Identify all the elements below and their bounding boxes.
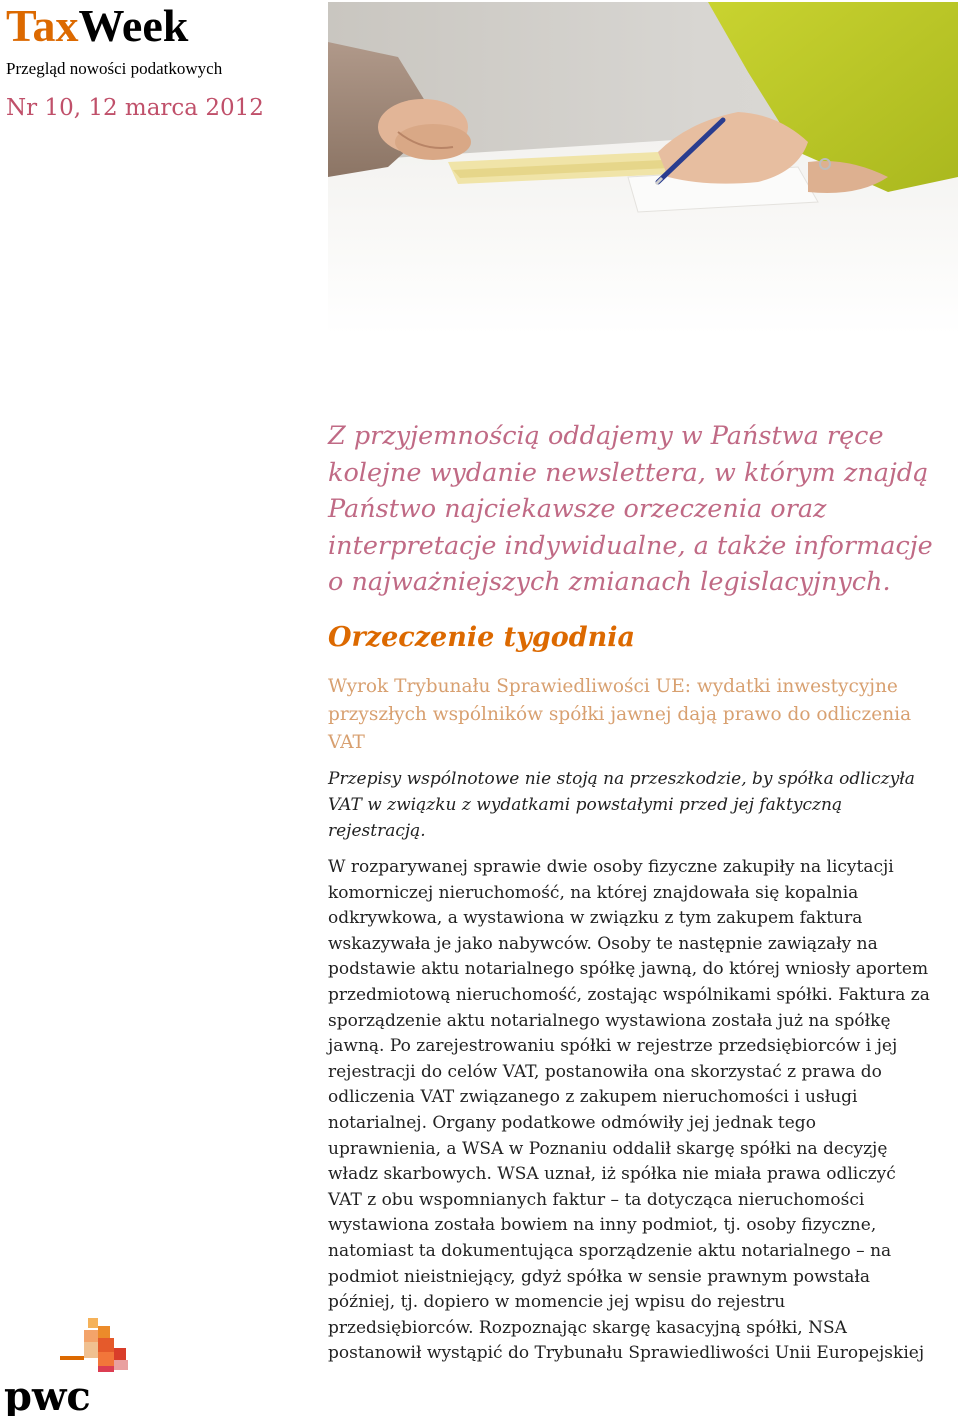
article-headline: Wyrok Trybunału Sprawiedliwości UE: wydatki inwestycyjne przyszłych wspólników spółki jawnej dają prawo do odliczenia VAT — [328, 676, 912, 753]
issue-number-date: Nr 10, 12 marca 2012 — [6, 95, 264, 121]
article-lead: Przepisy wspólnotowe nie stoją na przeszkodzie, by spółka odliczyła VAT w związku z wydatkami powstałymi przed jej faktyczną rejestracją. — [328, 769, 915, 841]
pwc-wordmark: pwc — [4, 1373, 91, 1416]
photo-illustration — [328, 2, 958, 335]
newsletter-subtitle: Przegląd nowości podatkowych — [6, 59, 223, 78]
brand-title — [6, 0, 188, 52]
article-body: W rozparywanej sprawie dwie osoby fizyczne zakupiły na licytacji komorniczej nieruchomość, na której znajdowała się kopalnia odkrywkowa, a wystawiona w związku z tym zakupem faktura wskazywała je jako nabywców. Osoby te następnie zawiązały na podstawie aktu notarialnego spółkę jawną, do której wniosły aportem przedmiotową nieruchomość, zostając wspólnikami spółki. Faktura za sporządzenie aktu notarialnego wystawiona została już na spółkę jawną. Po zarejestrowaniu spółki w rejestrze przedsiębiorców i jej rejestracji do celów VAT, postanowiła ona skorzystać z prawa do odliczenia VAT związanego z zakupem nieruchomości i usługi notarialnej. Organy podatkowe odmówiły jej jednak tego uprawnienia, a WSA w Poznaniu oddalił skargę spółki na decyzję władz skarbowych. WSA uznał, iż spółka nie miała prawa odliczyć VAT z obu wspomnianych faktur – ta dotycząca nieruchomości wystawiona została bowiem na inny podmiot, tj. osoby fizyczne, natomiast ta dokumentująca sporządzenie aktu notarialnego – na podmiot nieistniejący, gdyż spółka w sensie prawnym powstała później, tj. dopiero w momencie jej wpisu do rejestru przedsiębiorców. Rozpoznając skargę kasacyjną spółki, NSA postanowił wystąpić do Trybunału Sprawiedliwości Unii Europejskiej — [328, 857, 930, 1364]
pwc-logo-graphic — [4, 1318, 134, 1416]
photo-hands-signing-document — [328, 2, 958, 335]
brand-title-week: Week — [78, 0, 189, 51]
brand-title-tax: Tax — [6, 0, 79, 51]
section-title: Orzeczenie tygodnia — [328, 622, 635, 653]
intro-paragraph: Z przyjemnością oddajemy w Państwa ręce kolejne wydanie newslettera, w którym znajdą Państwo najciekawsze orzeczenia oraz interpretacje indywidualne, a także informacje o najważniejszych zmianach legislacyjnych. — [328, 421, 933, 598]
pwc-logo-icon — [4, 1318, 134, 1416]
